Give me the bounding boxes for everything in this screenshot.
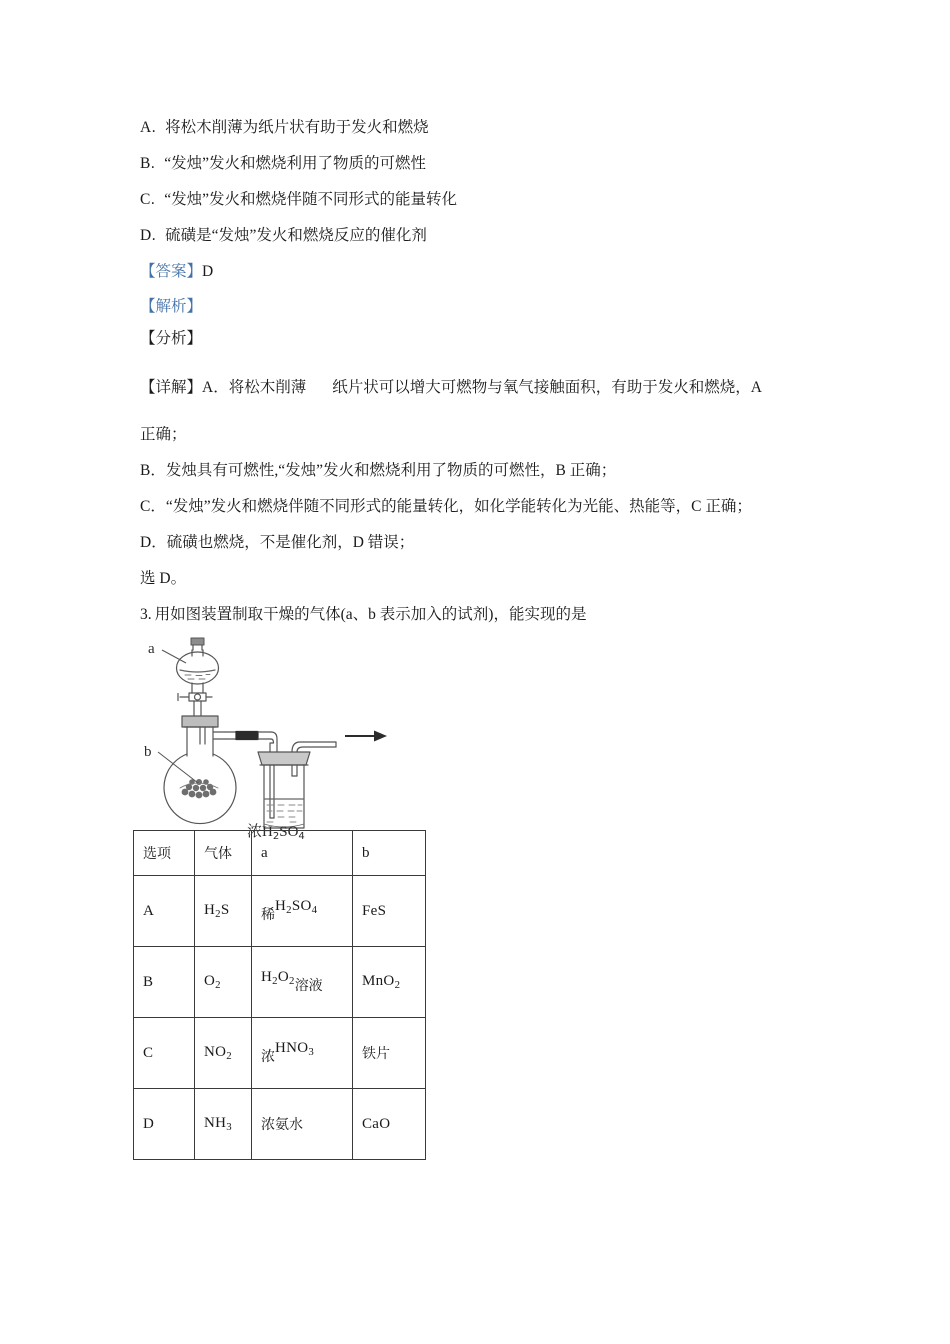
row-b-sub-2: 2 (288, 974, 295, 987)
row-a-gas (195, 876, 252, 947)
option-b-text: “发烛”发火和燃烧利用了物质的可燃性 (164, 155, 426, 172)
explanation-line-5: D．硫磺也燃烧，不是催化剂，D 错误； (140, 534, 415, 551)
question3-stem-row (140, 604, 586, 625)
row-d-reagent-b: CaO (353, 1089, 426, 1160)
header-option: 选项 (134, 831, 195, 876)
explanation-line-1 (140, 377, 762, 398)
option-c-text: “发烛”发火和燃烧伴随不同形式的能量转化 (164, 191, 457, 208)
explanation-line-3: B．发烛具有可燃性,“发烛”发火和燃烧利用了物质的可燃性，B 正确； (140, 462, 617, 479)
row-d-gas-sub: 3 (226, 1121, 232, 1133)
row-a-formula-1: H (275, 897, 287, 914)
option-a (140, 118, 429, 138)
row-d-reagent-a: 浓氨水 (252, 1089, 353, 1160)
row-b-reagent-b (353, 947, 426, 1018)
table-header-row (134, 831, 426, 876)
row-c-sub-1: 3 (308, 1045, 315, 1058)
row-d-option: D (134, 1089, 195, 1160)
row-a-prefix: 稀 (261, 907, 275, 924)
header-gas: 气体 (195, 831, 252, 876)
row-c-reagent-a (252, 1018, 353, 1089)
row-a-sub-1: 2 (286, 903, 292, 916)
option-d-label: D. (140, 227, 157, 244)
fenxi-tag: 【分析】 (140, 330, 203, 347)
xiangjie-tag: 【详解】 (140, 379, 203, 396)
row-c-option: C (134, 1018, 195, 1089)
row-b-gas (195, 947, 252, 1018)
option-d (140, 226, 427, 246)
gas-flow-arrow (345, 731, 387, 742)
row-b-option: B (134, 947, 195, 1018)
explanation-line-1b: 纸片状可以增大可燃物与氧气接触面积，有助于发火和燃烧，A (332, 379, 762, 396)
explanation-line-6: 选 D。 (140, 570, 187, 587)
row-b-suffix: 溶液 (294, 978, 323, 995)
question3-stem: 用如图装置制取干燥的气体(a、b 表示加入的试剂)，能实现的是 (154, 606, 587, 623)
explanation-line-1a: A．将松木削薄 (202, 379, 307, 396)
row-a-option: A (134, 876, 195, 947)
row-b-b-sub: 2 (394, 979, 401, 991)
explanation-line-2: 正确； (140, 426, 187, 443)
row-c-gas (195, 1018, 252, 1089)
explanation-line-4: C．“发烛”发火和燃烧伴随不同形式的能量转化，如化学能转化为光能、热能等，C 正确； (140, 498, 752, 515)
header-a: a (252, 831, 353, 876)
row-d-gas (195, 1089, 252, 1160)
row-c-prefix: 浓 (261, 1049, 275, 1066)
option-a-text: 将松木削薄为纸片状有助于发火和燃烧 (165, 119, 429, 136)
table-row (134, 876, 426, 947)
answer-tag: 【答案】 (140, 263, 203, 280)
row-b-gas-sub: 2 (215, 979, 221, 991)
option-c (140, 190, 457, 210)
option-d-text: 硫磺是“发烛”发火和燃烧反应的催化剂 (165, 227, 427, 244)
row-a-reagent-a (252, 876, 353, 947)
answer-value: D (202, 263, 214, 280)
figure-label-a: a (148, 641, 155, 657)
apparatus-figure (140, 636, 440, 842)
row-b-formula-2: O (277, 968, 289, 985)
figure-label-b: b (144, 744, 152, 760)
row-c-formula-1: HNO (275, 1039, 309, 1056)
reagent-prefix: 浓 (247, 822, 263, 840)
row-b-b-main: MnO (362, 972, 395, 989)
row-c-gas-sub: 2 (226, 1050, 232, 1062)
reagent-label: 浓$H_2SO_4$ (247, 822, 305, 842)
row-b-reagent-a (252, 947, 353, 1018)
row-b-gas-main: O (204, 972, 216, 989)
row-a-gas-main: H (204, 901, 216, 918)
table-row (134, 1089, 426, 1160)
option-b (140, 154, 426, 174)
table-row (134, 947, 426, 1018)
row-a-sub-2: 4 (311, 903, 318, 916)
row-c-reagent-b: 铁片 (353, 1018, 426, 1089)
option-c-label: C. (140, 191, 156, 208)
row-a-gas-tail: S (220, 901, 230, 918)
options-table-wrap (133, 830, 426, 1160)
row-b-formula-1: H (261, 968, 273, 985)
row-a-reagent-b: FeS (353, 876, 426, 947)
row-b-sub-1: 2 (272, 974, 278, 987)
options-table (133, 830, 426, 1160)
table-row (134, 1018, 426, 1089)
row-a-gas-sub: 2 (215, 908, 221, 920)
header-b: b (353, 831, 426, 876)
analysis-tag: 【解析】 (140, 298, 203, 315)
option-b-label: B. (140, 155, 156, 172)
question3-number: 3. (140, 606, 152, 623)
row-a-formula-2: SO (291, 897, 312, 914)
row-c-gas-main: NO (204, 1043, 227, 1060)
option-a-label: A. (140, 119, 157, 136)
row-d-gas-main: NH (204, 1114, 227, 1131)
answer-row (140, 262, 213, 282)
